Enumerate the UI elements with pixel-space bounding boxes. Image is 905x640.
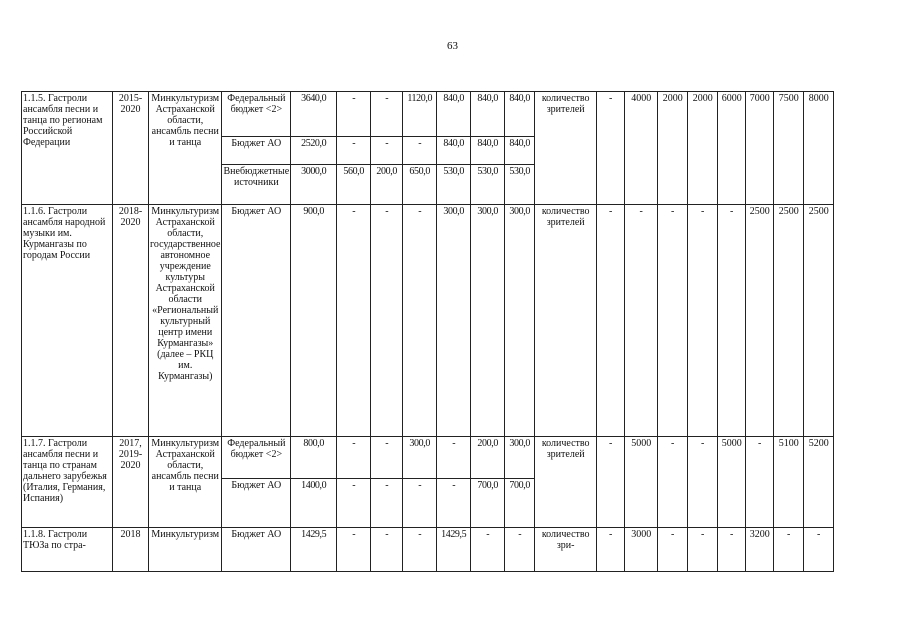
- table-row: [22, 437, 834, 479]
- target-value: 3000: [625, 528, 658, 572]
- page-number: 63: [447, 40, 458, 52]
- target-value: -: [688, 205, 718, 437]
- row-description: 1.1.8. Гастроли ТЮЗа по стра-: [22, 528, 113, 572]
- source-value: -: [371, 437, 403, 479]
- target-value: -: [804, 528, 834, 572]
- source-value: 3640,0: [291, 92, 337, 137]
- source-value: 1429,5: [437, 528, 471, 572]
- source-value: 700,0: [471, 479, 505, 528]
- source-value: 560,0: [337, 165, 371, 205]
- source-value: -: [371, 479, 403, 528]
- source-name: Бюджет АО: [222, 137, 291, 165]
- program-table: [21, 91, 834, 572]
- source-value: -: [437, 437, 471, 479]
- target-value: -: [597, 205, 625, 437]
- target-value: 2000: [688, 92, 718, 205]
- source-value: 1400,0: [291, 479, 337, 528]
- target-value: -: [688, 528, 718, 572]
- target-value: -: [774, 528, 804, 572]
- source-value: -: [403, 528, 437, 572]
- row-period: 2015-2020: [113, 92, 149, 205]
- row-description: 1.1.7. Гастроли ансамбля песни и танца по странам дальнего зарубежья (Италия, Германия, Испания): [22, 437, 113, 528]
- table-row: [22, 92, 834, 137]
- source-name: Федеральный бюджет <2>: [222, 437, 291, 479]
- source-value: 840,0: [471, 137, 505, 165]
- source-value: -: [471, 528, 505, 572]
- source-name: Бюджет АО: [222, 205, 291, 437]
- row-indicator: количество зрителей: [535, 92, 597, 205]
- target-value: -: [718, 205, 746, 437]
- target-value: -: [625, 205, 658, 437]
- row-period: 2018-2020: [113, 205, 149, 437]
- source-value: 300,0: [437, 205, 471, 437]
- source-value: 900,0: [291, 205, 337, 437]
- source-value: 800,0: [291, 437, 337, 479]
- source-value: -: [337, 137, 371, 165]
- source-value: 200,0: [471, 437, 505, 479]
- source-value: 2520,0: [291, 137, 337, 165]
- source-value: -: [371, 92, 403, 137]
- target-value: 5200: [804, 437, 834, 528]
- source-value: 1429,5: [291, 528, 337, 572]
- source-value: -: [437, 479, 471, 528]
- source-value: 840,0: [505, 92, 535, 137]
- target-value: 2500: [774, 205, 804, 437]
- source-name: Федеральный бюджет <2>: [222, 92, 291, 137]
- target-value: 2500: [804, 205, 834, 437]
- row-executor: Минкультуризм Астраханской области, государственное автономное учреждение культуры Астраханской области «Региональный культурный центр имени Курмангазы» (далее – РКЦ им. Курмангазы): [149, 205, 222, 437]
- target-value: 4000: [625, 92, 658, 205]
- target-value: 2500: [746, 205, 774, 437]
- source-value: -: [337, 92, 371, 137]
- target-value: 6000: [718, 92, 746, 205]
- source-value: -: [371, 137, 403, 165]
- source-value: 840,0: [471, 92, 505, 137]
- source-name: Бюджет АО: [222, 479, 291, 528]
- table-row: [22, 205, 834, 437]
- source-value: -: [337, 528, 371, 572]
- target-value: -: [597, 528, 625, 572]
- source-value: -: [337, 479, 371, 528]
- source-value: 200,0: [371, 165, 403, 205]
- source-value: -: [371, 205, 403, 437]
- source-value: 300,0: [505, 205, 535, 437]
- target-value: 5000: [625, 437, 658, 528]
- source-value: 300,0: [505, 437, 535, 479]
- source-value: 300,0: [471, 205, 505, 437]
- row-indicator: количество зрителей: [535, 437, 597, 528]
- row-description: 1.1.6. Гастроли ансамбля народной музыки им. Курмангазы по городам России: [22, 205, 113, 437]
- source-value: -: [403, 479, 437, 528]
- target-value: 8000: [804, 92, 834, 205]
- row-period: 2018: [113, 528, 149, 572]
- source-value: 700,0: [505, 479, 535, 528]
- target-value: -: [688, 437, 718, 528]
- source-name: Внебюджетные источники: [222, 165, 291, 205]
- target-value: 5100: [774, 437, 804, 528]
- row-description: 1.1.5. Гастроли ансамбля песни и танца по регионам Российской Федерации: [22, 92, 113, 205]
- row-executor: Минкультуризм Астраханской области, ансамбль песни и танца: [149, 92, 222, 205]
- target-value: 7500: [774, 92, 804, 205]
- target-value: -: [658, 528, 688, 572]
- source-value: 650,0: [403, 165, 437, 205]
- source-value: 530,0: [437, 165, 471, 205]
- source-value: -: [403, 137, 437, 165]
- row-executor: Минкультуризм: [149, 528, 222, 572]
- target-value: -: [746, 437, 774, 528]
- source-value: 840,0: [437, 92, 471, 137]
- source-name: Бюджет АО: [222, 528, 291, 572]
- source-value: -: [337, 437, 371, 479]
- target-value: -: [718, 528, 746, 572]
- row-period: 2017, 2019-2020: [113, 437, 149, 528]
- source-value: 3000,0: [291, 165, 337, 205]
- target-value: -: [597, 92, 625, 205]
- source-value: 530,0: [505, 165, 535, 205]
- row-executor: Минкультуризм Астраханской области, ансамбль песни и танца: [149, 437, 222, 528]
- source-value: -: [403, 205, 437, 437]
- target-value: 7000: [746, 92, 774, 205]
- row-indicator: количество зрителей: [535, 205, 597, 437]
- target-value: 3200: [746, 528, 774, 572]
- target-value: -: [658, 205, 688, 437]
- source-value: -: [371, 528, 403, 572]
- source-value: 840,0: [505, 137, 535, 165]
- table-row: [22, 528, 834, 572]
- source-value: 1120,0: [403, 92, 437, 137]
- source-value: -: [337, 205, 371, 437]
- target-value: 2000: [658, 92, 688, 205]
- source-value: 530,0: [471, 165, 505, 205]
- row-indicator: количество зри-: [535, 528, 597, 572]
- target-value: 5000: [718, 437, 746, 528]
- source-value: 840,0: [437, 137, 471, 165]
- target-value: -: [658, 437, 688, 528]
- source-value: 300,0: [403, 437, 437, 479]
- target-value: -: [597, 437, 625, 528]
- source-value: -: [505, 528, 535, 572]
